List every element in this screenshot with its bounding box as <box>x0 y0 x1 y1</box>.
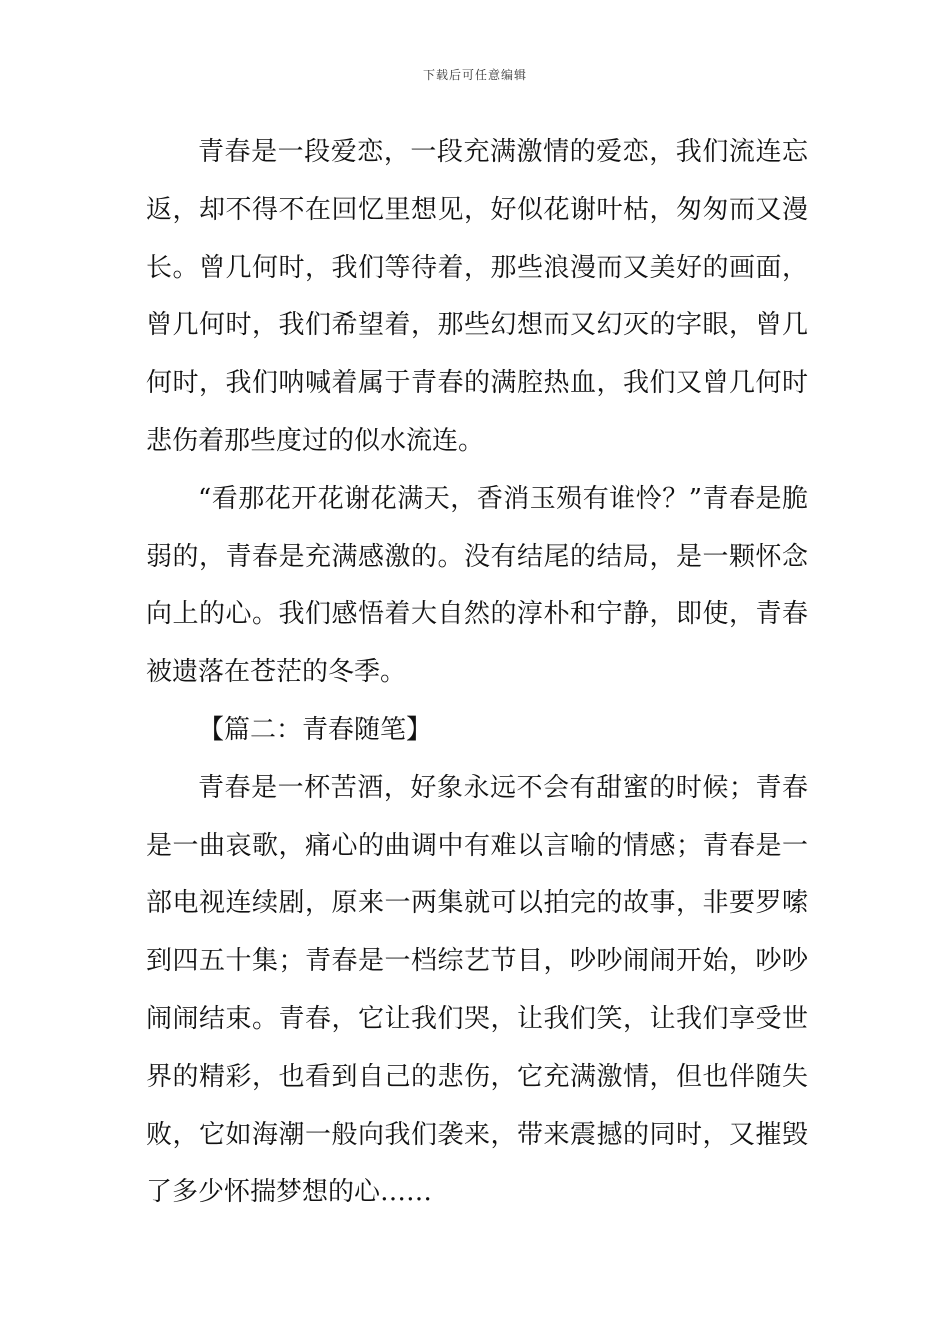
paragraph-3: 青春是一杯苦酒，好象永远不会有甜蜜的时候；青春是一曲哀歌，痛心的曲调中有难以言喻的情感；青春是一部电视连续剧，原来一两集就可以拍完的故事，非要罗嗦到四五十集；青春是一档综艺节目，吵吵闹闹开始，吵吵闹闹结束。青春，它让我们哭，让我们笑，让我们享受世界的精彩，也看到自己的悲伤，它充满激情，但也伴随失败，它如海潮一般向我们袭来，带来震撼的同时，又摧毁了多少怀揣梦想的心…… <box>146 772 808 1208</box>
document-body <box>146 124 808 1222</box>
paragraph-1: 青春是一段爱恋，一段充满激情的爱恋，我们流连忘返，却不得不在回忆里想见，好似花谢叶枯，匆匆而又漫长。曾几何时，我们等待着，那些浪漫而又美好的画面，曾几何时，我们希望着，那些幻想而又幻灭的字眼，曾几何时，我们呐喊着属于青春的满腔热血，我们又曾几何时悲伤着那些度过的似水流连。 <box>146 137 808 456</box>
page-header: 下载后可任意编辑 <box>422 68 527 82</box>
paragraph-2: “看那花开花谢花满天，香消玉殒有谁怜？”青春是脆弱的，青春是充满感激的。没有结尾的结局，是一颗怀念向上的心。我们感悟着大自然的淳朴和宁静，即使，青春被遗落在苍茫的冬季。 <box>146 483 808 688</box>
section-heading: 【篇二：青春随笔】 <box>198 714 433 745</box>
